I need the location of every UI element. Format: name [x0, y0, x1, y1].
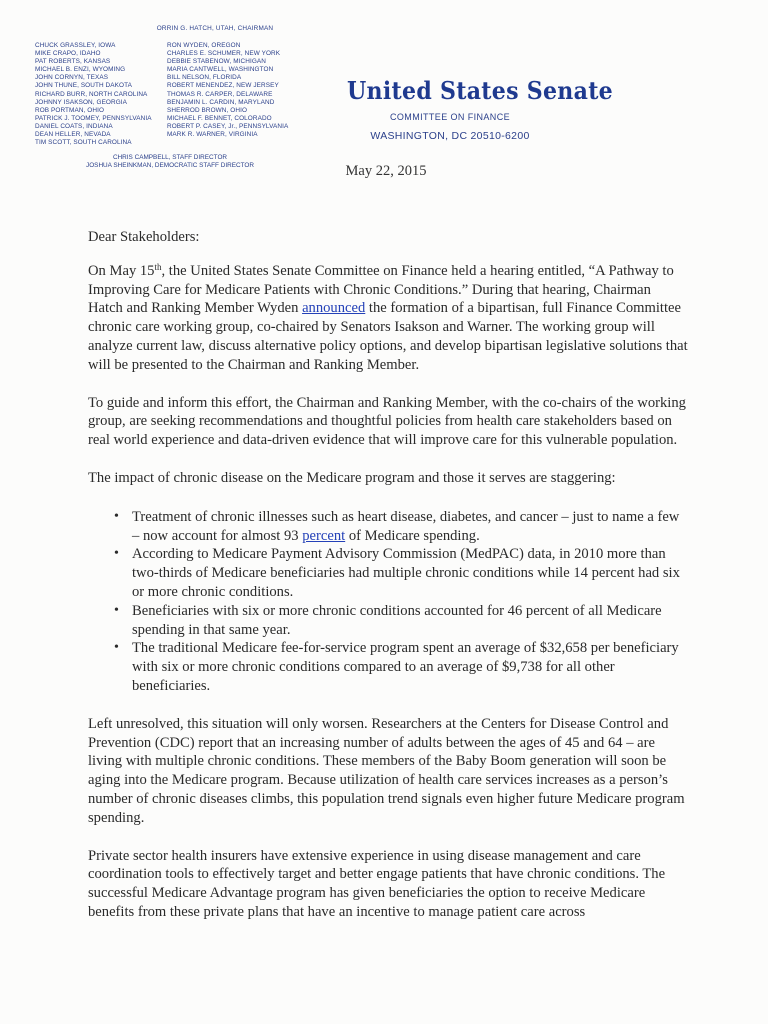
- committee-member: DEAN HELLER, NEVADA: [35, 131, 111, 139]
- committee-member: RON WYDEN, OREGON: [167, 42, 241, 49]
- committee-member: TIM SCOTT, SOUTH CAROLINA: [35, 139, 132, 147]
- text-run: According to Medicare Payment Advisory Commission (MedPAC) data, in 2010 more than two-thirds of Medicare beneficiaries had multiple chronic conditions while 14 percent had six or more chronic conditions.: [132, 546, 680, 600]
- text-run: Treatment of chronic illnesses such as heart disease, diabetes, and cancer – just to name a few – now account for almost 93: [132, 508, 680, 544]
- committee-member: ROBERT P. CASEY, Jr., PENNSYLVANIA: [167, 122, 289, 130]
- letter-date: May 22, 2015: [345, 163, 427, 179]
- text-run: the formation of a bipartisan, full Finance Committee chronic care working group, co-chaired by Senators Isakson and Warner. The working group will analyze current law, discuss alternative policy options, and develop bipartisan legislative solutions that will be presented to the Chairman and Ranking Member.: [88, 300, 688, 373]
- list-item: [88, 639, 688, 695]
- committee-member: PAT ROBERTS, KANSAS: [35, 58, 111, 66]
- paragraph-private-sector: Private sector health insurers have extensive experience in using disease management and care coordination tools to effectively target and better engage patients that have chronic conditions. The successful Medicare Advantage program has given beneficiaries the option to receive Medicare benefits from these private plans that have an incentive to manage patient care across: [88, 847, 666, 920]
- list-item: [88, 508, 688, 546]
- paragraph-hearing: [88, 262, 688, 375]
- committee-address: WASHINGTON, DC 20510-6200: [370, 130, 530, 142]
- impact-bullet-list: [88, 508, 688, 696]
- committee-member: RICHARD BURR, NORTH CAROLINA: [35, 90, 148, 98]
- text-run: On May 15: [88, 262, 155, 279]
- bullet-icon: •: [114, 508, 119, 524]
- committee-member: PATRICK J. TOOMEY, PENNSYLVANIA: [35, 114, 152, 122]
- text-run: Beneficiaries with six or more chronic conditions accounted for 46 percent of all Medicare spending in that same year.: [132, 602, 662, 638]
- text-run: The traditional Medicare fee-for-service program spent an average of $32,658 per beneficiary with six or more chronic conditions compared to an average of $9,738 for all other beneficiaries.: [132, 640, 679, 694]
- bullet-icon: •: [114, 546, 119, 562]
- chairman-line: ORRIN G. HATCH, UTAH, CHAIRMAN: [156, 25, 274, 32]
- text-run: of Medicare spending.: [345, 527, 480, 544]
- text-run: , the United States Senate Committee on Finance held a hearing entitled, “A Pathway to Improving Care for Medicare Patients with Chronic Conditions.” During that hearing, Chairman Hatch and Ranking Member Wyden: [88, 262, 674, 317]
- percent-link[interactable]: percent: [302, 527, 346, 544]
- list-item: [88, 545, 688, 601]
- staff-director: CHRIS CAMPBELL, STAFF DIRECTOR: [112, 154, 228, 161]
- majority-members-list: [35, 42, 152, 147]
- committee-member: MARK R. WARNER, VIRGINIA: [167, 131, 258, 139]
- senate-wordmark: United States Senate: [347, 76, 614, 105]
- committee-member: CHARLES E. SCHUMER, NEW YORK: [167, 50, 281, 58]
- ordinal-suffix: th: [154, 261, 162, 272]
- committee-member: JOHN CORNYN, TEXAS: [35, 74, 109, 82]
- committee-name: COMMITTEE ON FINANCE: [390, 112, 510, 122]
- committee-member: THOMAS R. CARPER, DELAWARE: [167, 90, 273, 98]
- paragraph-impact-intro: The impact of chronic disease on the Medicare program and those it serves are staggering:: [88, 469, 616, 486]
- paragraph-guidance: To guide and inform this effort, the Chairman and Ranking Member, with the co-chairs of the working group, are seeking recommendations and thoughtful policies from health care stakeholders based on real world experience and data-driven evidence that will improve care for this vulnerable population.: [88, 394, 686, 449]
- committee-member: SHERROD BROWN, OHIO: [167, 106, 248, 114]
- letter-body: [88, 228, 688, 941]
- committee-member: MICHAEL F. BENNET, COLORADO: [167, 114, 272, 122]
- committee-member: DANIEL COATS, INDIANA: [35, 122, 113, 130]
- committee-member: JOHNNY ISAKSON, GEORGIA: [35, 98, 128, 106]
- committee-member: ROB PORTMAN, OHIO: [35, 106, 105, 114]
- committee-member: JOHN THUNE, SOUTH DAKOTA: [35, 82, 132, 90]
- committee-member: CHUCK GRASSLEY, IOWA: [35, 42, 116, 49]
- committee-member: MARIA CANTWELL, WASHINGTON: [167, 66, 274, 74]
- bullet-icon: •: [114, 640, 119, 656]
- announced-link[interactable]: announced: [302, 300, 366, 317]
- democratic-staff-director: JOSHUA SHEINKMAN, DEMOCRATIC STAFF DIRECTOR: [86, 162, 254, 169]
- committee-member: BENJAMIN L. CARDIN, MARYLAND: [167, 98, 275, 106]
- list-item: [88, 602, 688, 640]
- committee-member: BILL NELSON, FLORIDA: [167, 74, 242, 82]
- minority-members-list: [167, 42, 288, 139]
- salutation: Dear Stakeholders:: [88, 229, 200, 245]
- staff-directors: [60, 154, 280, 170]
- committee-member: DEBBIE STABENOW, MICHIGAN: [167, 58, 266, 66]
- committee-member: ROBERT MENENDEZ, NEW JERSEY: [167, 82, 279, 90]
- bullet-icon: •: [114, 602, 119, 618]
- committee-member: MIKE CRAPO, IDAHO: [35, 50, 101, 58]
- committee-member: MICHAEL B. ENZI, WYOMING: [35, 66, 126, 74]
- paragraph-outlook: Left unresolved, this situation will only worsen. Researchers at the Centers for Disease Control and Prevention (CDC) report that an increasing number of adults between the ages of 45 and 64 – are living with multiple chronic conditions. These members of the Baby Boom generation will soon be aging into the Medicare program. Because utilization of health care services increases as a person’s number of chronic diseases climbs, this population trend signals even higher future Medicare program spending.: [88, 715, 685, 826]
